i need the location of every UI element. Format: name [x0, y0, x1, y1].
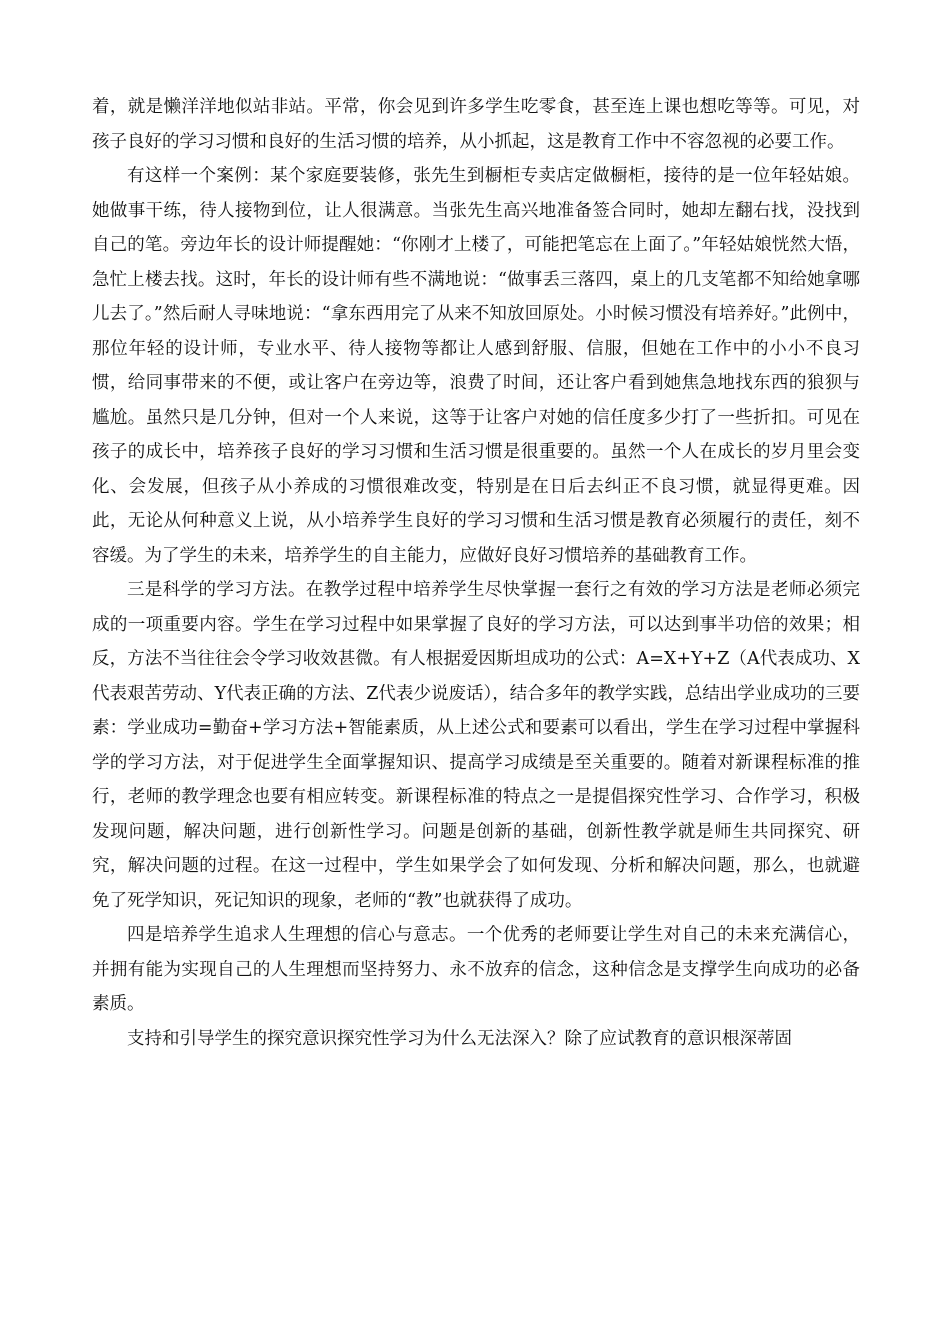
paragraph-confidence-will: 四是培养学生追求人生理想的信心与意志。一个优秀的老师要让学生对自己的未来充满信心，并拥有能为实现自己的人生理想而坚持努力、永不放弃的信念，这种信念是支撑学生向成功的必备素质。 — [92, 925, 860, 1014]
document-page — [92, 90, 860, 1056]
paragraph-inquiry-learning: 支持和引导学生的探究意识探究性学习为什么无法深入？除了应试教育的意识根深蒂固 — [127, 1028, 792, 1049]
paragraph-habits-continued: 着，就是懒洋洋地似站非站。平常，你会见到许多学生吃零食，甚至连上课也想吃等等。可见，对孩子良好的学习习惯和良好的生活习惯的培养，从小抓起，这是教育工作中不容忽视的必要工作。 — [92, 97, 860, 152]
paragraph-learning-methods: 三是科学的学习方法。在教学过程中培养学生尽快掌握一套行之有效的学习方法是老师必须完成的一项重要内容。学生在学习过程中如果掌握了良好的学习方法，可以达到事半功倍的效果；相反，方法不当往往会令学习收效甚微。有人根据爱因斯坦成功的公式：A=X+Y+Z（A代表成功、X代表艰苦劳动、Y代表正确的方法、Z代表少说废话），结合多年的教学实践，总结出学业成功的三要素：学业成功=勤奋+学习方法+智能素质，从上述公式和要素可以看出，学生在学习过程中掌握科学的学习方法，对于促进学生全面掌握知识、提高学习成绩是至关重要的。随着对新课程标准的推行，老师的教学理念也要有相应转变。新课程标准的特点之一是提倡探究性学习、合作学习，积极发现问题，解决问题，进行创新性学习。问题是创新的基础，创新性教学就是师生共同探究、研究，解决问题的过程。在这一过程中，学生如果学会了如何发现、分析和解决问题，那么，也就避免了死学知识，死记知识的现象，老师的“教”也就获得了成功。 — [92, 580, 860, 911]
paragraph-case-study: 有这样一个案例：某个家庭要装修，张先生到橱柜专卖店定做橱柜，接待的是一位年轻姑娘。她做事干练，待人接物到位，让人很满意。当张先生高兴地准备签合同时，她却左翻右找，没找到自己的笔。旁边年长的设计师提醒她：“你刚才上楼了，可能把笔忘在上面了。”年轻姑娘恍然大悟，急忙上楼去找。这时，年长的设计师有些不满地说：“做事丢三落四，桌上的几支笔都不知给她拿哪儿去了。”然后耐人寻味地说：“拿东西用完了从来不知放回原处。小时候习惯没有培养好。”此例中，那位年轻的设计师，专业水平、待人接物等都让人感到舒服、信服，但她在工作中的小小不良习惯，给同事带来的不便，或让客户在旁边等，浪费了时间，还让客户看到她焦急地找东西的狼狈与尴尬。虽然只是几分钟，但对一个人来说，这等于让客户对她的信任度多少打了一些折扣。可见在孩子的成长中，培养孩子良好的学习习惯和生活习惯是很重要的。虽然一个人在成长的岁月里会变化、会发展，但孩子从小养成的习惯很难改变，特别是在日后去纠正不良习惯，就显得更难。因此，无论从何种意义上说，从小培养学生良好的学习习惯和生活习惯是教育必须履行的责任，刻不容缓。为了学生的未来，培养学生的自主能力，应做好良好习惯培养的基础教育工作。 — [92, 166, 860, 566]
